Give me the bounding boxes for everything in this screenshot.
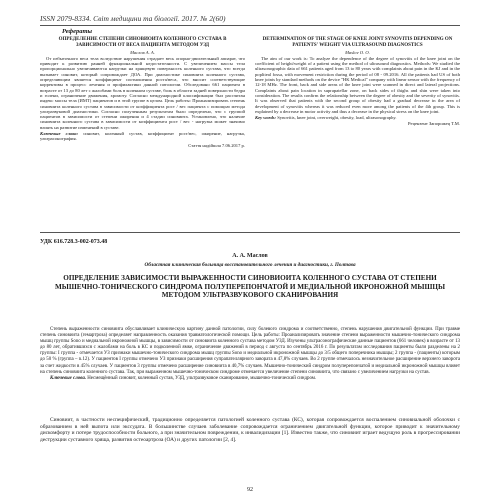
abstract-authors: Маслов А. А. [130,49,155,55]
abstract-keywords [255,115,460,120]
keywords-label: Key words: [255,115,277,121]
section-label: Рефераты [62,28,93,35]
article-authors: А. А. Маслов [232,253,268,259]
page-number: 92 [247,487,253,493]
abstract-russian [40,37,245,148]
udc-code: УДК 616.728.3-002-073.48 [40,239,108,245]
reviewer: Рецензент Запорожец Т.М. [408,121,460,127]
abstract-body: От избыточного веса тела вследствие нарушения страдает весь опорно-двигательный аппарат, что приводит к развитию ранней функциональной недостаточности. С увеличением массы тела пропорционально увеличиваются нагрузки на хрящевую поверхность коленного сустава, что всегда вызывает синовит, который сопровождает ДОА. При диагностике синовиита коленного сустава, определяющим является коэффициент соотношения роста/веса, что вносит соответствующие коррективы в процесс лечения и профилактики данной патологии. Обследовано 661 пациента в возрасте от 13 до 80 лет с жалобами боль в коленном суставе, боль в области задней поверхности бедра и голени, ограничение движения, хромоту. Согласно международной классификации был рассчитан индекс массы тела (ИМТ) пациентов и в этой группе в целом. Цель работы: Проанализировать степень синовиита коленного сустава в зависимости от коэффициента рост / вес пациента с помощью метода ультразвуковой диагностики. Согласно полученным результатам было определено, что с группой пациентов в зависимости от степени ожирения и 4 стадии синовиита. Установлено, что наличие синовиита коленного сустава в зависимости от коэффициента рост / вес - нагрузка может значимо влиять на развитие изменений в суставе. [40,55,245,130]
abstract-authors: Maslov O. O. [345,49,370,55]
keywords-label: Ключевые слова: [40,131,79,137]
keywords-label: Ключевые слова. [50,375,86,381]
article-title: ОПРЕДЕЛЕНИЕ ЗАВИСИМОСТИ ВЫРАЖЕННОСТИ СИНОВИОИТА КОЛЕННОГО СУСТАВА ОТ СТЕПЕНИ МЫШЕЧНО-ТОНИЧЕСКОГО СИНДРОМА ПОЛУПЕРЕПОНЧАТОЙ И МЕДИАЛЬНОЙ ИКРОНОЖНОЙ МЫШЦЫ МЕТОДОМ УЛЬТРАЗВУКОВОГО СКАНИРОВАНИЯ [54,274,445,300]
journal-header: ISSN 2079-8334. Світ медицини та біології. 2017. № 2(60) [40,14,226,23]
abstract-title: DETERMINATION OF THE STAGE OF KNEE JOINT SYNOVITIS DEPENDING ON PATIENTS' WEIGHT VIA ULTRASOUND DIAGNOSTICS [262,37,453,48]
keywords-text: Synovitis, knee joint, overweight, obesity, load, ultrasonography. [277,115,397,121]
article-body-paragraph: Синовиит, в частности неспецифический, традиционно определяется патологией коленного сустава (КС), которая сопровождается воспалением синовиальной оболочки с образованием в ней выпота или экссудата. В большинстве случаев заболевание сопровождается ограничением двигательной функции, которое приводит к значительному дискомфорту и потере трудоспособности больного, а при значительном повреждении, к инвалидизации [1]. Известно также, что синовиит играет ведущую роль в прогрессировании деструкции суставного хряща, развития остеоартроза (ОА) и других патологии [2, 4]. [40,417,460,443]
article-affiliation: Областная клиническая больница восстановительного лечения и диагностики, г. Полтава [144,262,356,268]
keywords-text: Несмещённый синовит, коленный сустав, УЗД, ультразвуковое сканирование, мышечно-тонический синдром. [87,375,317,381]
article-keywords [40,376,460,382]
header-divider [40,25,460,26]
article-abstract [40,327,460,382]
abstract-english [255,37,460,127]
abstract-body: The aim of our work is: To analyze the dependence of the degree of synovitis of the knee joint on the coefficient of height/weight of a patient using the method of ultrasound diagnostics. Methods: We studied the ultrasonographic data of 661 patients aged from 13 to 80 years with complaints about pain in the KJ and in the popliteal fossa, with movement restriction during the period of 08 - 09.2016. All the patients had US of both knee joints by standard methods on the device "HK Medical" company with linear sensor with the frequency of 12-18 MHz. The front, back and side areas of the knee joint were scanned in direct and lateral projections. Complaints about pain location in suprapatellar zone, on back sides of thighs and shin were taken into consideration. The results confirm the relationship between the degree of obesity and the severity of synovitis. It was observed that patients with the second group of obesity had a gradual decrease in the area of development of synovitis whereas it was reduced even more among the patients of the 4th group. This is explained by a decrease in motor activity and thus a decrease in the physical stress on the knee joint. [255,55,460,114]
section-divider [40,232,460,233]
abstract-title: ОПРЕДЕЛЕНИЕ СТЕПЕНИ СИНОВИОИТА КОЛЕННОГО СУСТАВА В ЗАВИСИМОСТИ ОТ ВЕСА ПАЦИЕНТА МЕТОДОМ УЗД [58,37,227,48]
received-date: Стаття надійшла 7.06.2017 р. [188,142,245,148]
abstract-keywords [40,131,245,142]
abstract-paragraph: Степень выраженности синовиита обуславливает клиническую картину данной патологии, силу болевого синдрома и соответственно, степень нарушения двигательной функции. При травме степень синовиита (гемартроза) определяет направленность оказания травматологической помощи. Цель работы: Проанализировать значение степени выраженности мышечно-тонического синдрома мышц группы Sono и медиальной икроножной мышцы, в зависимости от синовиита коленного сустава методом УЗД. Изучены ультрасонографические данные пациентов (661 человек) в возрасте от 13 до 80 лет, обратившихся с жалобами на боль в КС и подколенной ямке, ограничение движений в период с августа по сентябрь 2016 г. По результатам исследования пациенты были разделены на 2 группы: I группа - отмечается УЗ признаки мышечно-тонического синдрома мышц группы Sono и медиальной икроножной мышцы до 3/5 общего поперечника мышцы; 2 группа - (пациенты) которым до 50 % (группа – n.12). У пациентов I группы отмечено УЗ признаки расширения супрапателлярного завората в 47,8% случаев. Во 2 группе отмечалось незначительное расширение верхнего заворота за счет жидкости в 45% случаев. У пациентов 3 группы отмечено расширение синовиита в 40,7% случаев. Мышечно-тонический синдром полуперепончатой и медиальной икроножной мышцы влияет на степень синовиита коленного сустава. Так, при выраженном мышечно-тоническом синдроме отмечается увеличение степени синовиита, что связано с увеличением нагрузки на сустав. [40,327,460,375]
keywords-text: синовит, коленный сустав, коэффициент рост/вес, ожирение, нагрузка, ультрасонография. [40,131,245,142]
